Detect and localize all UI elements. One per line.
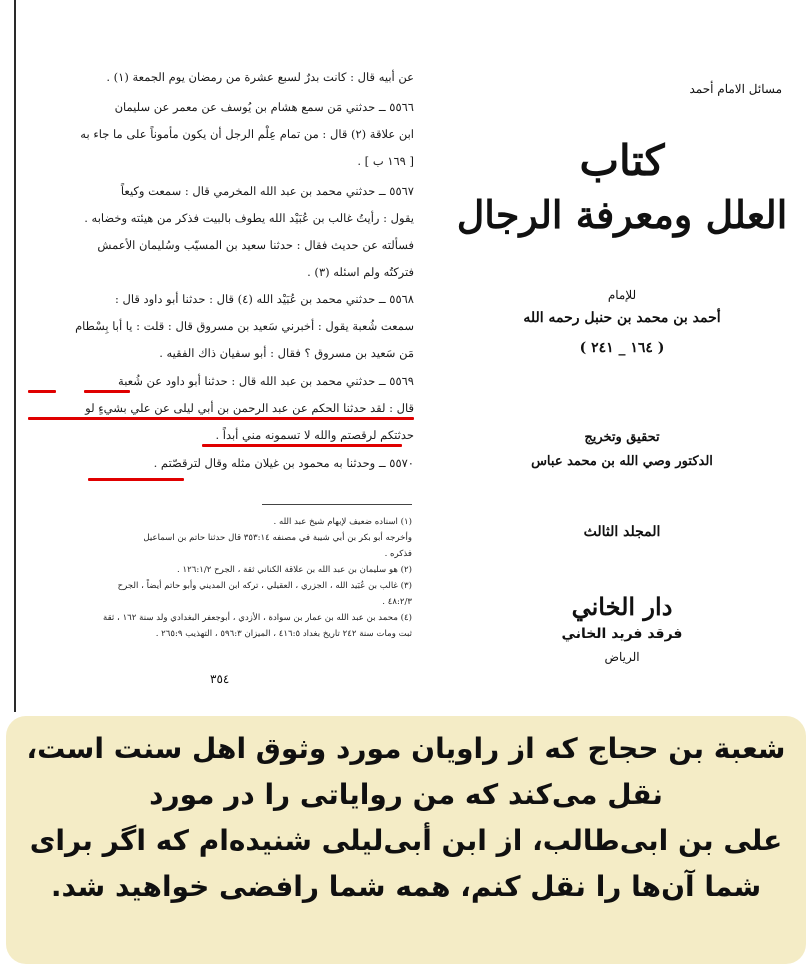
caption-line: شما آن‌ها را نقل کنم، همه شما رافضی خواهید شد. [50, 870, 762, 903]
text-line: فتركتُه ولم اسئله (٣) . [307, 265, 414, 279]
footnote-line: فذكره . [384, 549, 412, 559]
book-title: العلل ومعرفة الرجال [456, 192, 788, 237]
text-line: ٥٥٦٧ ــ حدثني محمد بن عبد الله المخرمي قال : سمعت وكيعاً [120, 184, 414, 198]
scan-edge [14, 0, 16, 712]
text-line: سمعت شُعبة يقول : أخبرني سَعيد بن مسروق قال : قلت : يا أبا بِسْطام [75, 319, 414, 333]
caption-line: نقل می‌کند که من روایاتی را در مورد [149, 778, 663, 811]
text-line: قال : لقد حدثنا الحكم عن عبد الرحمن بن أبي ليلى عن علي بشيءٍ لو [85, 401, 414, 415]
text-line: حدثتكم لرقصتم والله لا تسمونه مني أبداً . [215, 428, 414, 442]
title-page [432, 44, 812, 694]
left-page [24, 44, 426, 694]
author-years: ( ١٦٤ _ ٢٤١ ) [579, 340, 665, 356]
footnotes [34, 514, 412, 642]
tahqiq-label: تحقيق وتخريج [584, 430, 660, 445]
paragraph-5566 [42, 94, 414, 175]
footnote-rule [262, 504, 412, 505]
footnote-line: ثبت ومات سنة ٢٤٢ تاريخ بغداد ٤١٦:٥ ، الميزان ٥٩٦:٣ ، التهذيب ٢٦٥:٩ . [155, 629, 412, 639]
caption-line: علی بن ابی‌طالب، از ابن أبی‌لیلی شنیده‌ام که اگر برای [29, 824, 783, 857]
text-line: يقول : رأيتُ غالب بن عُبَيْد الله يطوف بالبيت فذكر من هيئته وخضابه . [84, 211, 414, 225]
paragraph-5570 [42, 450, 414, 477]
text-line: ٥٥٦٦ ــ حدثني مَن سمع هشام بن يُوسف عن معمر عن سليمان [114, 100, 414, 114]
text-line: ٥٥٦٩ ــ حدثني محمد بن عبد الله قال : حدثنا أبو داود عن شُعبة [118, 374, 414, 388]
footnote-line: (٣) غالب بن عُبَيد الله ، الجزري ، العقيلي ، تركه ابن المديني وأبو حاتم أيضاً ، الجرح [117, 581, 412, 591]
caption-box [6, 716, 806, 964]
paragraph-intro [42, 64, 414, 91]
text-line: عن أبيه قال : كانت بدرٌ لسبع عشرة من رمضان يوم الجمعة (١) . [106, 70, 414, 84]
text-line: ٥٥٦٨ ــ حدثني محمد بن عُبَيْد الله (٤) قال : حدثنا أبو داود قال : [114, 292, 414, 306]
red-underline-ltarqasstum [88, 478, 184, 481]
book-label-kitab: كتاب [579, 136, 665, 185]
footnote-line: وأخرجه أبو بكر بن أبي شيبة في مصنفه ٣٥٣:١٤ قال حدثنا حاتم بن اسماعيل [143, 533, 412, 543]
text-line: فسألته عن حديث فقال : حدثنا سعيد بن المسيّب وسُليمان الأعمش [97, 238, 414, 252]
publisher-city: الرياض [604, 650, 640, 664]
footnote-line: (٤) محمد بن عبد الله بن عمار بن سوادة ، الأزدي ، أبوجعفر البغدادي ولد سنة ١٦٢ ، ثقة [102, 613, 412, 623]
paragraph-5569 [42, 368, 414, 449]
text-line: [ ١٦٩ ب ] . [357, 154, 414, 168]
red-underline-abu-dawud [84, 390, 130, 393]
paragraph-5568 [42, 286, 414, 367]
volume-label: المجلد الثالث [583, 524, 661, 540]
footnote-line: ٤٨:٢/٣ . [382, 597, 412, 607]
footnote-line: (١) اسناده ضعيف لإبهام شيخ عبد الله . [273, 517, 412, 527]
red-underline-line-2 [28, 417, 414, 420]
footnote-line: (٢) هو سليمان بن عبد الله بن علاقة الكناني ثقة ، الجرح ١٢٦:١/٢ . [177, 565, 412, 575]
series-title: مسائل الامام أحمد [689, 82, 782, 96]
publisher-owner: فرقد فريد الخاني [561, 626, 683, 642]
author-name: أحمد بن محمد بن حنبل رحمه الله [523, 310, 721, 326]
caption-line: شعبة بن حجاج که از راویان مورد وثوق اهل سنت است، [26, 732, 786, 765]
text-line: ابن علاقة (٢) قال : من تمام عِلْم الرجل أن يكون مأموناً على ما جاء به [80, 127, 414, 141]
red-underline-line-3 [202, 444, 402, 447]
text-line: ٥٥٧٠ ــ وحدثنا به محمود بن غيلان مثله وقال لترقصّتم . [153, 456, 414, 470]
paragraph-5567 [42, 178, 414, 286]
red-underline-shuba [28, 390, 56, 393]
publisher-name: دار الخاني [571, 592, 673, 621]
text-line: مَن سَعيد بن مسروق ؟ فقال : أبو سفيان ذاك الفقيه . [159, 346, 414, 360]
page-number: ٣٥٤ [210, 672, 230, 686]
for-imam-label: للإمام [607, 288, 637, 302]
editor-name: الدكتور وصي الله بن محمد عباس [531, 454, 713, 469]
